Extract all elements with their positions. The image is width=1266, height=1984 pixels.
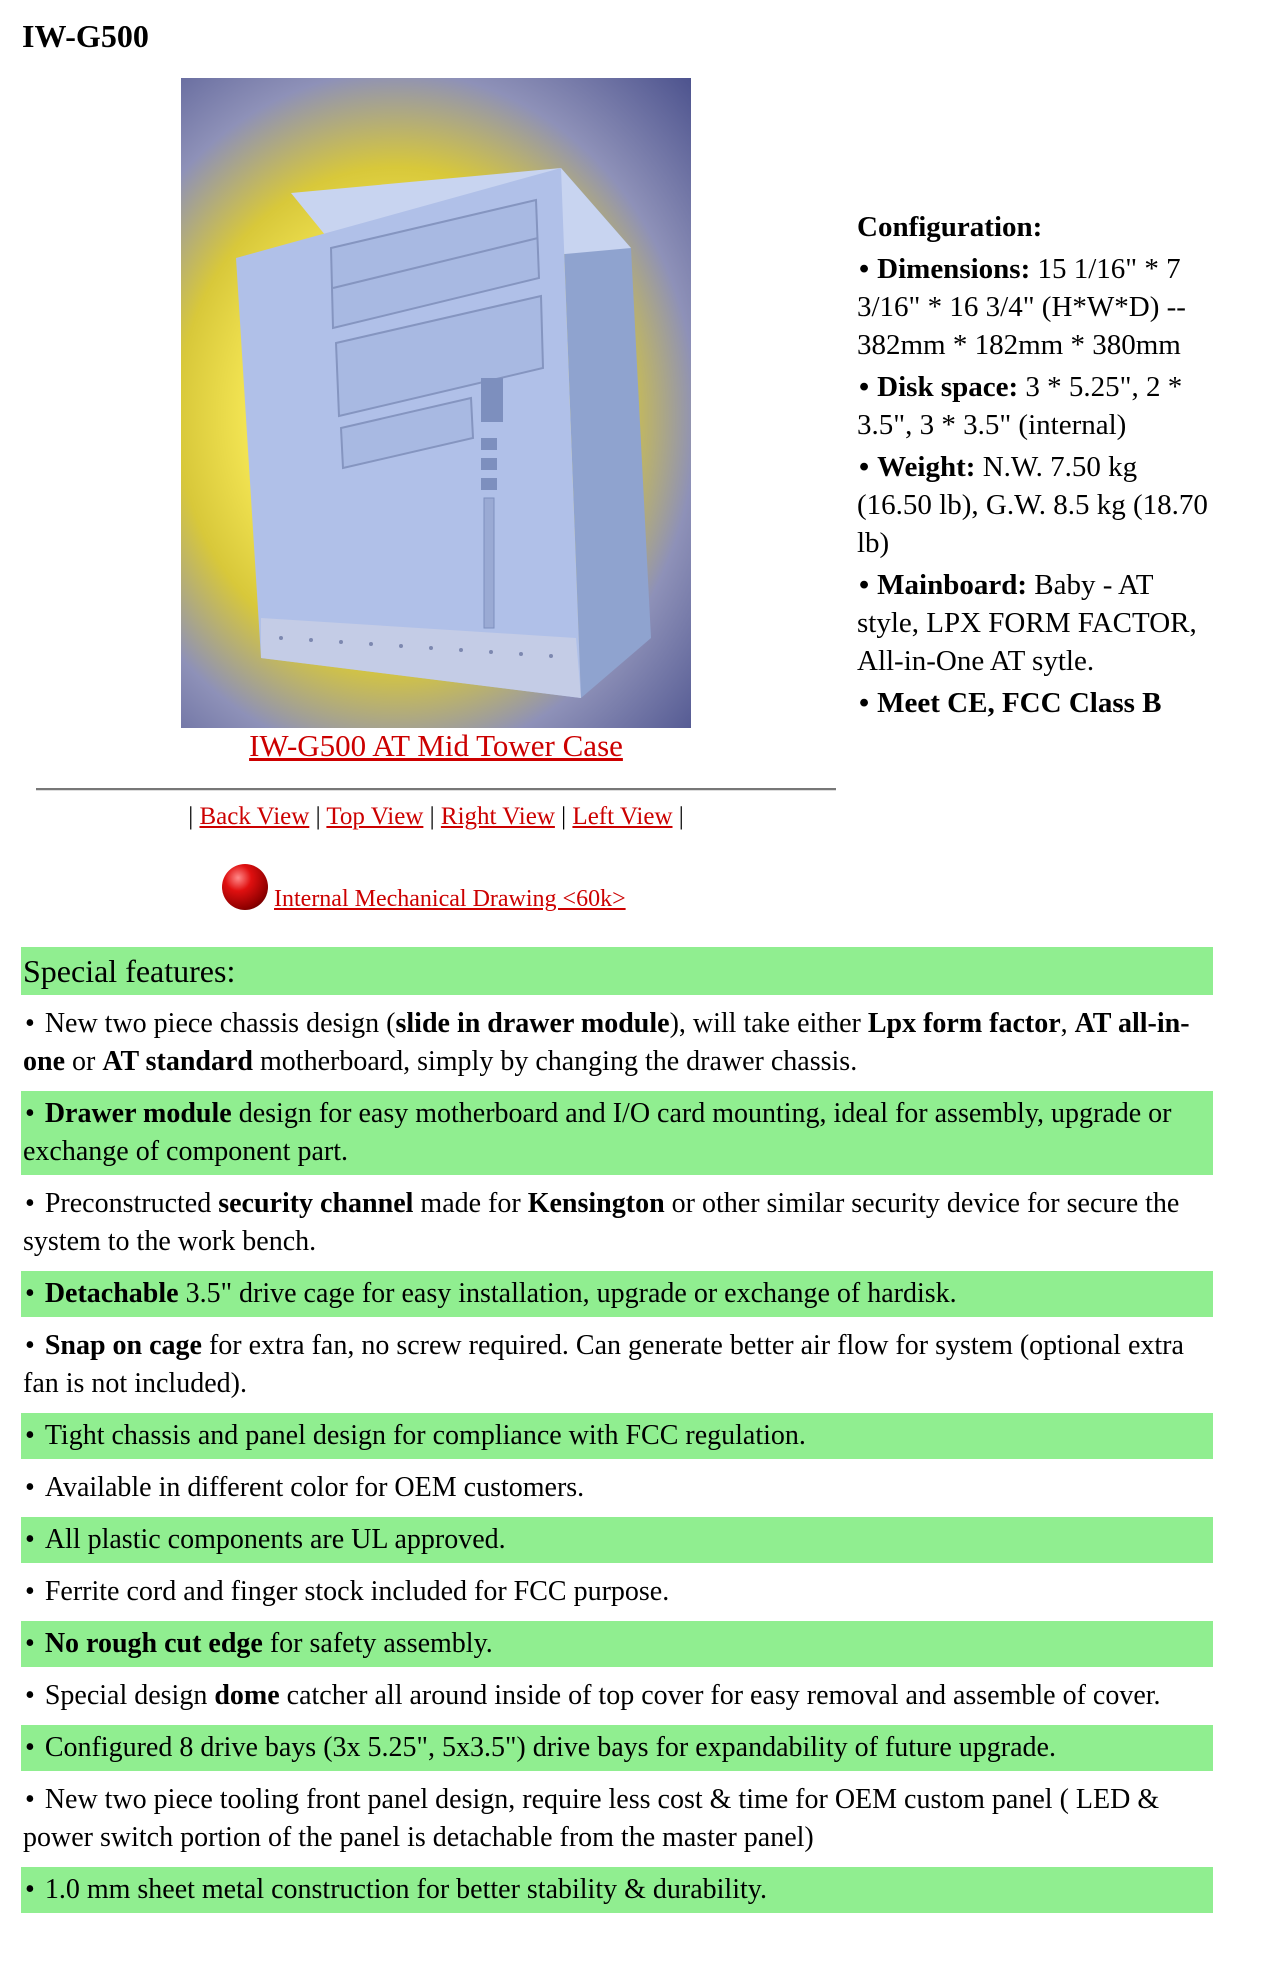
features-list <box>21 1001 1213 1913</box>
feature-text: catcher all around inside of top cover for easy removal and assemble of cover. <box>279 1680 1161 1711</box>
divider <box>36 788 836 791</box>
config-item: • Weight: N.W. 7.50 kg (16.50 lb), G.W. 8.5 kg (18.70 lb) <box>857 448 1217 562</box>
feature-text: Kensington <box>527 1188 665 1219</box>
feature-item <box>21 1621 1213 1667</box>
feature-text: New two piece chassis design ( <box>44 1008 396 1039</box>
feature-text: 1.0 mm sheet metal construction for better stability & durability. <box>44 1874 767 1905</box>
feature-text: for extra fan, no screw required. Can generate better air flow for system (optional extra fan is not included). <box>23 1330 1184 1399</box>
feature-text: 3.5" drive cage for easy installation, upgrade or exchange of hardisk. <box>178 1278 957 1309</box>
feature-text: Detachable <box>44 1278 179 1309</box>
feature-item <box>21 1323 1213 1407</box>
feature-text: security channel <box>218 1188 414 1219</box>
feature-text: AT all-in-one <box>23 1008 1190 1077</box>
feature-item <box>21 1569 1213 1615</box>
bullet-icon: • <box>25 1732 35 1763</box>
bullet-icon: • <box>25 1098 35 1129</box>
feature-text: No rough cut edge <box>44 1628 263 1659</box>
feature-text: motherboard, simply by changing the drawer chassis. <box>253 1046 858 1077</box>
back-view-link[interactable]: Back View <box>199 803 310 830</box>
bullet-icon: • <box>25 1330 35 1361</box>
mechanical-drawing-link[interactable]: Internal Mechanical Drawing <60k> <box>274 886 626 912</box>
view-links: | Back View | Top View | Right View | Left View | <box>188 803 684 830</box>
config-item: • Meet CE, FCC Class B <box>857 684 1217 722</box>
page-title: IW-G500 <box>22 18 149 54</box>
feature-item <box>21 1517 1213 1563</box>
bullet-icon: • <box>25 1278 35 1309</box>
red-ball-icon <box>222 864 268 910</box>
feature-text: Tight chassis and panel design for compliance with FCC regulation. <box>44 1420 806 1451</box>
feature-text: New two piece tooling front panel design, require less cost & time for OEM custom panel ( LED & power switch portion of the panel is detachable from the master panel) <box>23 1784 1160 1853</box>
feature-text: or other similar security device for secure the system to the work bench. <box>23 1188 1180 1257</box>
features-heading: Special features: <box>21 947 1213 995</box>
bullet-icon: • <box>25 1680 35 1711</box>
bullet-icon: • <box>25 1420 35 1451</box>
top-view-link[interactable]: Top View <box>326 803 424 830</box>
feature-item <box>21 1271 1213 1317</box>
feature-text: All plastic components are UL approved. <box>44 1524 506 1555</box>
feature-item <box>21 1413 1213 1459</box>
bullet-icon: • <box>25 1008 35 1039</box>
configuration-list <box>857 250 1217 722</box>
feature-text: dome <box>214 1680 280 1711</box>
feature-text: slide in drawer module <box>395 1008 670 1039</box>
config-item: • Dimensions: 15 1/16" * 7 3/16" * 16 3/4" (H*W*D) -- 382mm * 182mm * 380mm <box>857 250 1217 364</box>
bullet-icon: • <box>25 1784 35 1815</box>
feature-text: Lpx form factor <box>867 1008 1061 1039</box>
feature-text: Configured 8 drive bays (3x 5.25", 5x3.5") drive bays for expandability of future upgrade. <box>44 1732 1056 1763</box>
bullet-icon: • <box>25 1576 35 1607</box>
bullet-icon: • <box>25 1188 35 1219</box>
bullet-icon: • <box>25 1874 35 1905</box>
feature-item <box>21 1725 1213 1771</box>
bullet-icon: • <box>25 1472 35 1503</box>
feature-text: Special design <box>44 1680 215 1711</box>
feature-text: Preconstructed <box>44 1188 219 1219</box>
bullet-icon: • <box>25 1628 35 1659</box>
feature-text: Available in different color for OEM customers. <box>44 1472 585 1503</box>
feature-text: Snap on cage <box>44 1330 202 1361</box>
features-section <box>21 947 1213 1913</box>
feature-item <box>21 1001 1213 1085</box>
config-item: • Mainboard: Baby - AT style, LPX FORM FACTOR, All-in-One AT sytle. <box>857 566 1217 680</box>
feature-item <box>21 1777 1213 1861</box>
feature-item <box>21 1867 1213 1913</box>
feature-text: Drawer module <box>44 1098 232 1129</box>
feature-item <box>21 1673 1213 1719</box>
product-image <box>181 78 691 728</box>
feature-item <box>21 1181 1213 1265</box>
config-item: • Disk space: 3 * 5.25", 2 * 3.5", 3 * 3.5" (internal) <box>857 368 1217 444</box>
image-caption[interactable] <box>181 728 691 764</box>
configuration-heading: Configuration: <box>857 211 1043 243</box>
feature-text: AT standard <box>102 1046 254 1077</box>
feature-text: or <box>65 1046 103 1077</box>
feature-item <box>21 1465 1213 1511</box>
caption-link[interactable]: IW-G500 AT Mid Tower Case <box>249 728 623 763</box>
feature-item <box>21 1091 1213 1175</box>
feature-text: ), will take either <box>669 1008 868 1039</box>
feature-text: design for easy motherboard and I/O card mounting, ideal for assembly, upgrade or exchange of component part. <box>23 1098 1172 1167</box>
bullet-icon: • <box>25 1524 35 1555</box>
right-view-link[interactable]: Right View <box>440 803 555 830</box>
feature-text: for safety assembly. <box>262 1628 493 1659</box>
feature-text: Ferrite cord and finger stock included for FCC purpose. <box>44 1576 670 1607</box>
left-view-link[interactable]: Left View <box>572 803 673 830</box>
feature-text: made for <box>413 1188 528 1219</box>
feature-text: , <box>1060 1008 1075 1039</box>
configuration-panel <box>857 208 1217 726</box>
